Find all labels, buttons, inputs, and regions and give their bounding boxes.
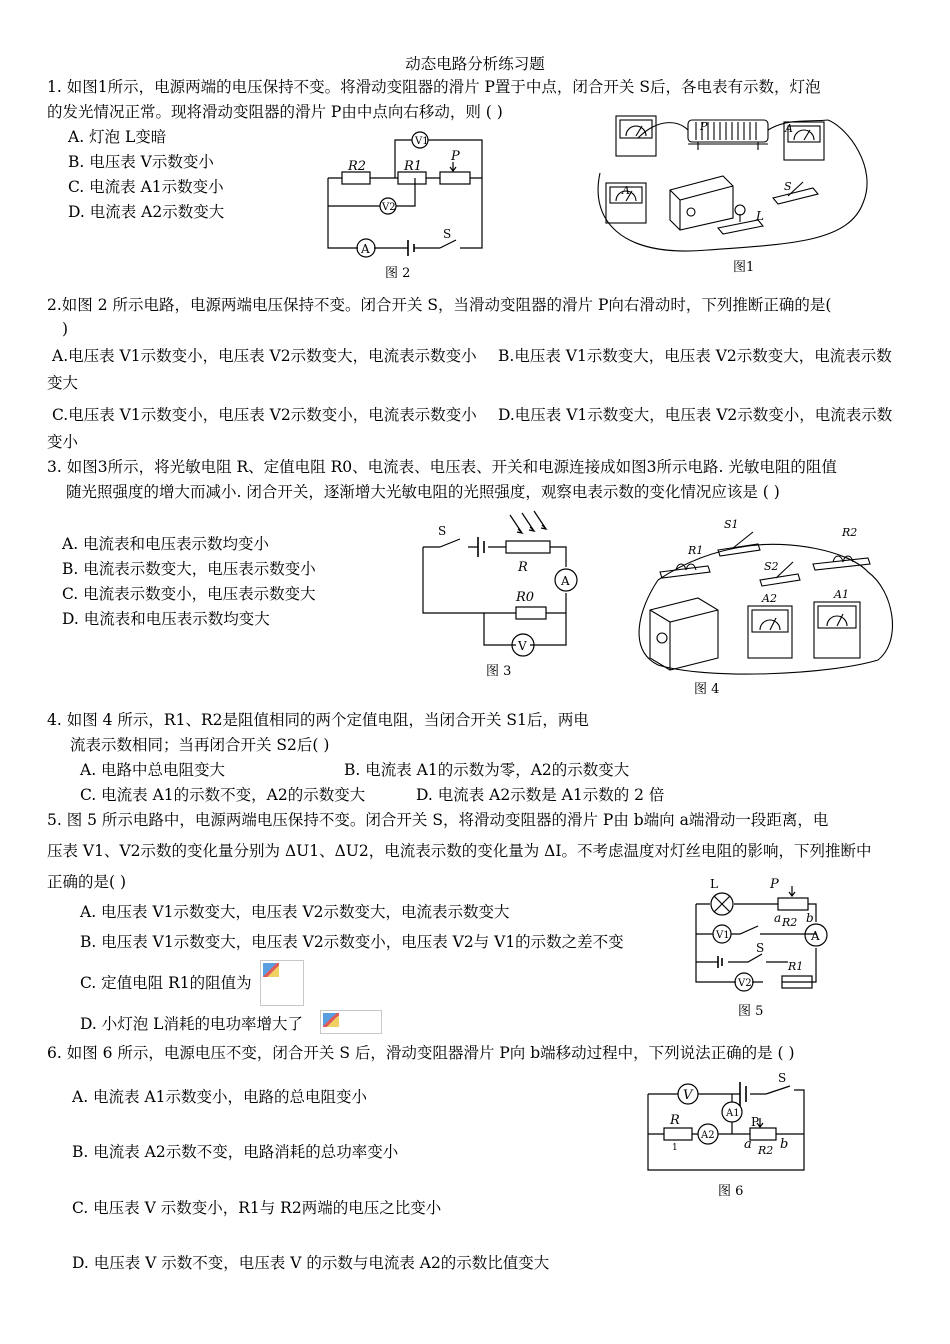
q2-option-d-cont: 变小	[47, 433, 79, 451]
fig3-r-label: R	[518, 560, 528, 575]
q6-option-d: D. 电压表 V 示数不变，电压表 V 的示数与电流表 A2的示数比值变大	[72, 1254, 550, 1272]
fig2-p-label: P	[451, 149, 460, 164]
q4-stem-line1: 4. 如图 4 所示，R1、R2是阻值相同的两个定值电阻，当闭合开关 S1后，两电	[47, 711, 589, 729]
q1-option-b: B. 电压表 V示数变小	[68, 153, 214, 171]
fig1-a-label: A	[785, 122, 793, 135]
fig1-l-label: L	[756, 209, 764, 223]
fig2-r2-label: R2	[348, 159, 367, 174]
fig2-caption: 图 2	[385, 266, 411, 281]
fig6-caption: 图 6	[718, 1184, 744, 1199]
fig4-s1-label: S1	[724, 518, 739, 531]
q5-option-d-formula-image	[320, 1010, 382, 1034]
fig5-p-label: P	[770, 877, 779, 892]
q2-option-b: B.电压表 V1示数变大，电压表 V2示数变大，电流表示数	[498, 347, 892, 365]
fig6-r-label: R	[670, 1113, 680, 1128]
fig6-r-subscript-label: 1	[672, 1143, 678, 1153]
fig4-caption: 图 4	[694, 682, 720, 697]
fig2-r1-label: R1	[404, 159, 423, 174]
fig5-s-label: S	[756, 941, 765, 955]
fig6-a2-label: A2	[701, 1130, 715, 1141]
q5-stem-line3: 正确的是( )	[47, 873, 127, 891]
q2-option-d: D.电压表 V1示数变大，电压表 V2示数变小，电流表示数	[498, 406, 893, 424]
fig1-s-label: S	[784, 180, 792, 193]
q1-option-d: D. 电流表 A2示数变大	[68, 203, 225, 221]
q5-stem-line2: 压表 V1、V2示数的变化量分别为 ΔU1、ΔU2，电流表示数的变化量为 ΔI。不考虑温度对灯丝电阻的影响，下列推断中	[47, 842, 872, 860]
fig5-l-label: L	[710, 877, 718, 891]
q3-option-a: A. 电流表和电压表示数均变小	[62, 535, 270, 553]
fig5-a-label: a	[774, 911, 782, 925]
q5-option-d: D. 小灯泡 L消耗的电功率增大了	[80, 1015, 303, 1033]
figure-4-apparatus	[628, 510, 908, 678]
q1-stem-line2: 的发光情况正常。现将滑动变阻器的滑片 P由中点向右移动，则 ( )	[47, 103, 503, 121]
fig5-b-label: b	[806, 911, 814, 925]
fig5-r1-label: R1	[788, 960, 804, 973]
fig2-v1-label: V1	[415, 136, 429, 147]
fig1-caption: 图1	[733, 260, 755, 275]
q1-stem-line1: 1. 如图1所示，电源两端的电压保持不变。将滑动变阻器的滑片 P置于中点，闭合开关 S后，各电表有示数，灯泡	[47, 78, 821, 96]
fig5-v2-label: V2	[738, 978, 752, 989]
fig5-ammeter-label: A	[811, 929, 820, 943]
fig3-ammeter-label: A	[561, 574, 570, 588]
q5-option-c: C. 定值电阻 R1的阻值为	[80, 974, 252, 992]
fig5-r2-label: R2	[782, 916, 798, 929]
q3-option-c: C. 电流表示数变小，电压表示数变大	[62, 585, 316, 603]
q5-option-c-formula-image	[260, 960, 304, 1006]
fig6-p-label: P	[751, 1115, 760, 1129]
fig2-v2-label: V2	[382, 202, 396, 213]
fig1-a2-label: A	[622, 184, 630, 197]
fig4-a2-label: A2	[762, 592, 777, 605]
fig6-a1-label: A1	[726, 1108, 740, 1119]
q1-option-c: C. 电流表 A1示数变小	[68, 178, 224, 196]
q4-stem-line2: 流表示数相同；当再闭合开关 S2后( )	[70, 736, 330, 754]
q5-stem-line1: 5. 图 5 所示电路中，电源两端电压保持不变。闭合开关 S，将滑动变阻器的滑片 P由 b端向 a端滑动一段距离，电	[47, 811, 829, 829]
q4-option-d: D. 电流表 A2示数是 A1示数的 2 倍	[416, 786, 665, 804]
q4-option-c: C. 电流表 A1的示数不变，A2的示数变大	[80, 786, 366, 804]
q3-option-b: B. 电流表示数变大，电压表示数变小	[62, 560, 316, 578]
q3-option-d: D. 电流表和电压表示数均变大	[62, 610, 270, 628]
q2-stem-line2: )	[62, 320, 69, 338]
q1-option-a: A. 灯泡 L变暗	[68, 128, 167, 146]
fig6-a-end-label: a	[744, 1137, 752, 1152]
fig2-ammeter-label: A	[361, 242, 370, 256]
fig1-p-label: P	[700, 120, 708, 133]
q3-stem-line1: 3. 如图3所示，将光敏电阻 R、定值电阻 R0、电流表、电压表、开关和电源连接成如图3所示电路. 光敏电阻的阻值	[47, 458, 837, 476]
fig6-b-end-label: b	[780, 1137, 789, 1152]
figure-1-apparatus	[588, 108, 880, 258]
q5-option-b: B. 电压表 V1示数变大，电压表 V2示数变小，电压表 V2与 V1的示数之差不变	[80, 933, 624, 951]
q3-stem-line2: 随光照强度的增大而减小. 闭合开关，逐渐增大光敏电阻的光照强度，观察电表示数的变化情况应该是 ( )	[66, 483, 780, 501]
figure-5-circuit	[688, 874, 833, 999]
q2-option-a: A.电压表 V1示数变小，电压表 V2示数变大，电流表示数变小	[52, 347, 477, 365]
q5-option-a: A. 电压表 V1示数变大，电压表 V2示数变大，电流表示数变大	[80, 903, 510, 921]
fig3-switch-label: S	[438, 524, 447, 538]
fig5-caption: 图 5	[738, 1004, 764, 1019]
fig6-v-label: V	[683, 1088, 693, 1103]
page-title: 动态电路分析练习题	[405, 55, 545, 73]
fig5-v1-label: V1	[716, 930, 730, 941]
fig6-r2-label: R2	[758, 1144, 774, 1157]
q2-option-b-cont: 变大	[47, 374, 79, 392]
fig3-voltmeter-label: V	[518, 639, 527, 653]
figure-3-circuit	[418, 505, 593, 660]
q2-stem-line1: 2.如图 2 所示电路，电源两端电压保持不变。闭合开关 S，当滑动变阻器的滑片 P向右滑动时，下列推断正确的是(	[47, 296, 832, 314]
q6-stem: 6. 如图 6 所示，电源电压不变，闭合开关 S 后，滑动变阻器滑片 P向 b端移动过程中，下列说法正确的是 ( )	[47, 1044, 795, 1062]
q2-option-c: C.电压表 V1示数变小，电压表 V2示数变小，电流表示数变小	[52, 406, 477, 424]
fig4-s2-label: S2	[764, 560, 779, 573]
q6-option-a: A. 电流表 A1示数变小，电路的总电阻变小	[72, 1088, 368, 1106]
q4-option-a: A. 电路中总电阻变大	[80, 761, 226, 779]
fig6-s-label: S	[778, 1071, 787, 1085]
fig4-r2-label: R2	[842, 526, 858, 539]
q6-option-b: B. 电流表 A2示数不变，电路消耗的总功率变小	[72, 1143, 399, 1161]
q6-option-c: C. 电压表 V 示数变小，R1与 R2两端的电压之比变小	[72, 1199, 442, 1217]
fig2-switch-label: S	[443, 227, 452, 241]
figure-6-circuit	[642, 1068, 817, 1176]
fig3-r0-label: R0	[516, 590, 535, 605]
fig4-a1-label: A1	[834, 588, 849, 601]
fig3-caption: 图 3	[486, 664, 512, 679]
q4-option-b: B. 电流表 A1的示数为零，A2的示数变大	[344, 761, 630, 779]
fig4-r1-label: R1	[688, 544, 704, 557]
figure-2-circuit	[320, 128, 495, 258]
